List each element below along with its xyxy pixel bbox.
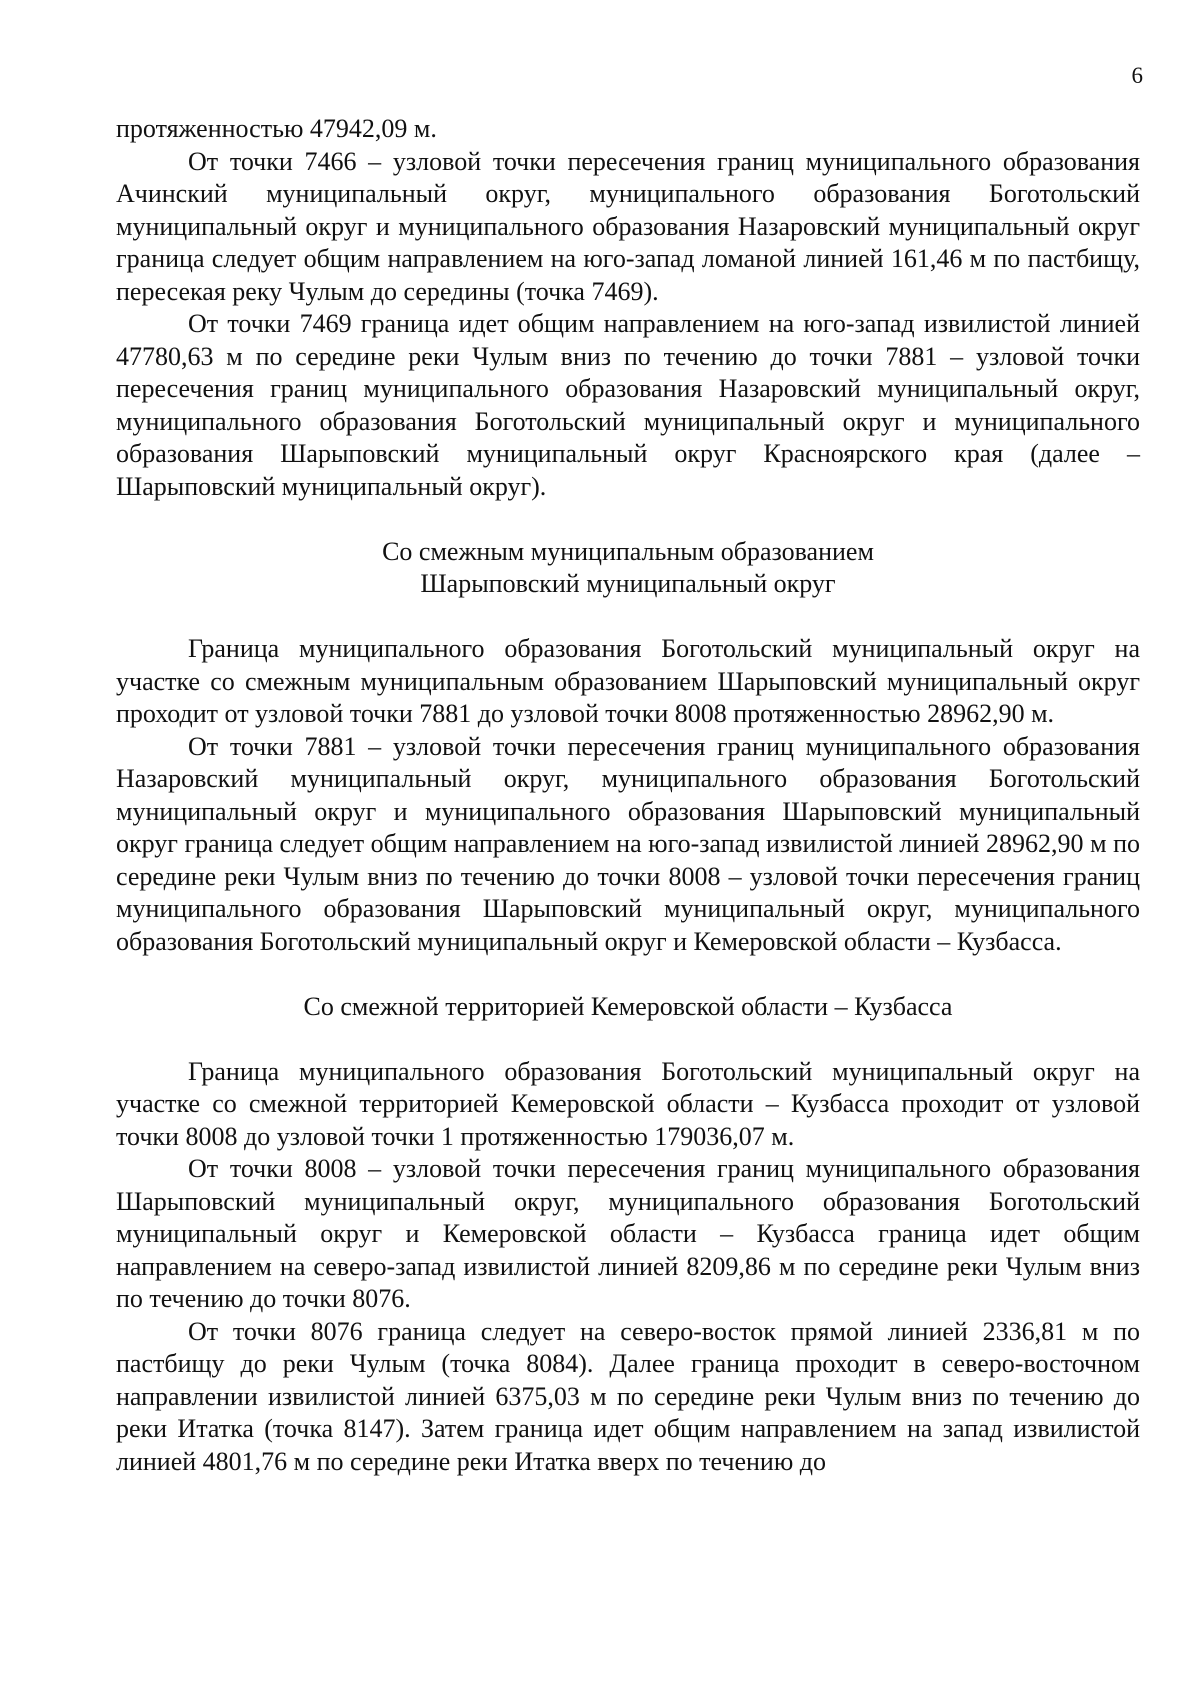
spacer (116, 503, 1140, 536)
page-number: 6 (1131, 63, 1143, 88)
section-heading-sharypovsky-line1: Со смежным муниципальным образованием (382, 536, 874, 566)
document-body (116, 113, 1140, 1478)
paragraph-point-7466: От точки 7466 – узловой точки пересечения границ муниципального образования Ачинский муниципальный округ, муниципального образования Боготольский муниципальный округ и муниципального образования Назаровский муниципальный округ граница следует общим направлением на юго-запад ломаной линией 161,46 м по пастбищу, пересекая реку Чулым до середины (точка 7469). (116, 146, 1140, 306)
paragraph-point-8076: От точки 8076 граница следует на северо-восток прямой линией 2336,81 м по пастбищу до реки Чулым (точка 8084). Далее граница проходит в северо-восточном направлении извилистой линией 6375,03 м по середине реки Чулым вниз по течению до реки Итатка (точка 8147). Затем граница идет общим направлением на запад извилистой линией 4801,76 м по середине реки Итатка вверх по течению до (116, 1316, 1140, 1476)
spacer (116, 1023, 1140, 1056)
paragraph-continuation: протяженностью 47942,09 м. (116, 114, 437, 143)
paragraph-sharypovsky-boundary: Граница муниципального образования Боготольский муниципальный округ на участке со смежным муниципальным образованием Шарыповский муниципальный округ проходит от узловой точки 7881 до узловой точки 8008 протяженностью 28962,90 м. (116, 634, 1140, 728)
spacer (116, 601, 1140, 634)
section-heading-sharypovsky-line2: Шарыповский муниципальный округ (420, 569, 836, 598)
paragraph-point-7469: От точки 7469 граница идет общим направлением на юго-запад извилистой линией 47780,63 м по середине реки Чулым вниз по течению до точки 7881 – узловой точки пересечения границ муниципального образования Назаровский муниципальный округ, муниципального образования Боготольский муниципальный округ и муниципального образования Шарыповский муниципальный округ Красноярского края (далее – Шарыповский муниципальный округ). (116, 309, 1140, 501)
paragraph-kuzbass-boundary: Граница муниципального образования Боготольский муниципальный округ на участке со смежной территорией Кемеровской области – Кузбасса проходит от узловой точки 8008 до узловой точки 1 протяженностью 179036,07 м. (116, 1056, 1140, 1151)
paragraph-point-8008: От точки 8008 – узловой точки пересечения границ муниципального образования Шарыповский муниципальный округ, муниципального образования Боготольский муниципальный округ и Кемеровской области – Кузбасса граница идет общим направлением на северо-запад извилистой линией 8209,86 м по середине реки Чулым вниз по течению до точки 8076. (116, 1154, 1140, 1313)
section-heading-kuzbass: Со смежной территорией Кемеровской области – Кузбасса (303, 991, 953, 1021)
spacer (116, 958, 1140, 991)
paragraph-point-7881: От точки 7881 – узловой точки пересечения границ муниципального образования Назаровский муниципальный округ, муниципального образования Боготольский муниципальный округ и муниципального образования Шарыповский муниципальный округ граница следует общим направлением на юго-запад извилистой линией 28962,90 м по середине реки Чулым вниз по течению до точки 8008 – узловой точки пересечения границ муниципального образования Шарыповский муниципальный округ, муниципального образования Боготольский муниципальный округ и Кемеровской области – Кузбасса. (116, 731, 1140, 956)
